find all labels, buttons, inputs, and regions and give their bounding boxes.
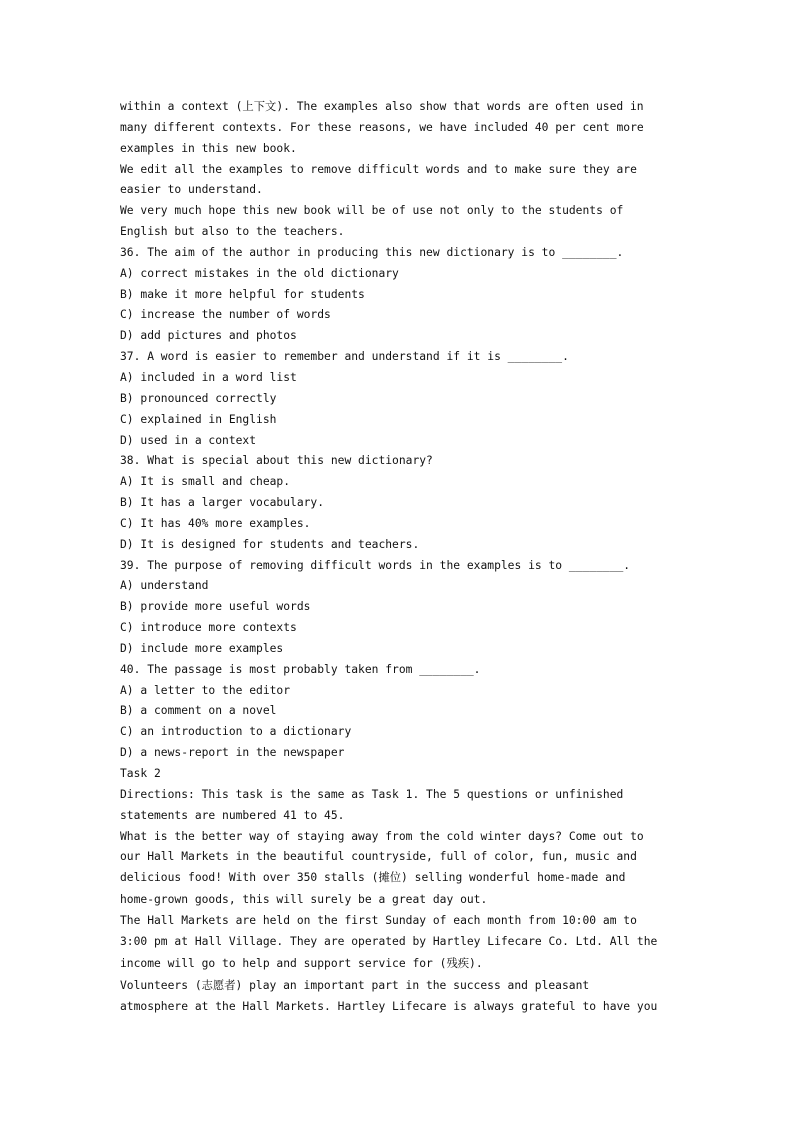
question-39: 39. The purpose of removing difficult words in the examples is to ________.	[120, 558, 631, 572]
option-40-a: A) a letter to the editor	[120, 683, 291, 697]
option-39-b: B) provide more useful words	[120, 600, 311, 614]
text-line: Volunteers (志愿者) play an important part in the success and pleasant	[120, 978, 590, 992]
directions-line: statements are numbered 41 to 45.	[120, 808, 345, 822]
text-line: 3:00 pm at Hall Village. They are operated by Hartley Lifecare Co. Ltd. All the	[120, 934, 658, 948]
option-37-b: B) pronounced correctly	[120, 391, 277, 405]
text-line: What is the better way of staying away from the cold winter days? Come out to	[120, 829, 644, 843]
task-heading: Task 2	[120, 767, 161, 780]
option-38-a: A) It is small and cheap.	[120, 475, 291, 489]
text-line: within a context (上下文). The examples also show that words are often used in	[120, 100, 644, 113]
option-36-a: A) correct mistakes in the old dictionary	[120, 266, 399, 280]
text-line: We very much hope this new book will be of use not only to the students of	[120, 204, 624, 218]
option-39-c: C) introduce more contexts	[120, 621, 297, 635]
question-36: 36. The aim of the author in producing this new dictionary is to ________.	[120, 245, 624, 259]
directions-line: Directions: This task is the same as Task 1. The 5 questions or unfinished	[120, 787, 624, 801]
document-page	[120, 97, 680, 1018]
text-line: home-grown goods, this will surely be a great day out.	[120, 893, 488, 907]
option-36-c: C) increase the number of words	[120, 308, 331, 322]
text-line: many different contexts. For these reasons, we have included 40 per cent more	[120, 120, 644, 134]
text-line: easier to understand.	[120, 183, 263, 197]
option-40-d: D) a news-report in the newspaper	[120, 746, 345, 760]
text-line: delicious food! With over 350 stalls (摊位) selling wonderful home-made and	[120, 871, 626, 885]
option-37-d: D) used in a context	[120, 433, 257, 447]
text-line: income will go to help and support service for (残疾).	[120, 956, 483, 970]
text-line: atmosphere at the Hall Markets. Hartley Lifecare is always grateful to have you	[120, 999, 658, 1013]
text-line: our Hall Markets in the beautiful countryside, full of color, fun, music and	[120, 850, 637, 864]
option-36-d: D) add pictures and photos	[120, 329, 297, 343]
text-line: English but also to the teachers.	[120, 225, 345, 239]
question-40: 40. The passage is most probably taken from ________.	[120, 662, 481, 676]
text-line: We edit all the examples to remove difficult words and to make sure they are	[120, 162, 637, 176]
option-38-b: B) It has a larger vocabulary.	[120, 496, 325, 510]
option-40-c: C) an introduction to a dictionary	[120, 725, 352, 739]
option-37-c: C) explained in English	[120, 412, 277, 426]
question-37: 37. A word is easier to remember and understand if it is ________.	[120, 350, 569, 364]
option-38-d: D) It is designed for students and teachers.	[120, 537, 420, 551]
option-39-a: A) understand	[120, 579, 209, 593]
option-39-d: D) include more examples	[120, 641, 284, 655]
option-40-b: B) a comment on a novel	[120, 704, 277, 718]
option-37-a: A) included in a word list	[120, 370, 297, 384]
text-line: examples in this new book.	[120, 141, 297, 155]
text-line: The Hall Markets are held on the first Sunday of each month from 10:00 am to	[120, 914, 637, 928]
option-38-c: C) It has 40% more examples.	[120, 516, 311, 530]
question-38: 38. What is special about this new dictionary?	[120, 454, 433, 468]
option-36-b: B) make it more helpful for students	[120, 287, 365, 301]
